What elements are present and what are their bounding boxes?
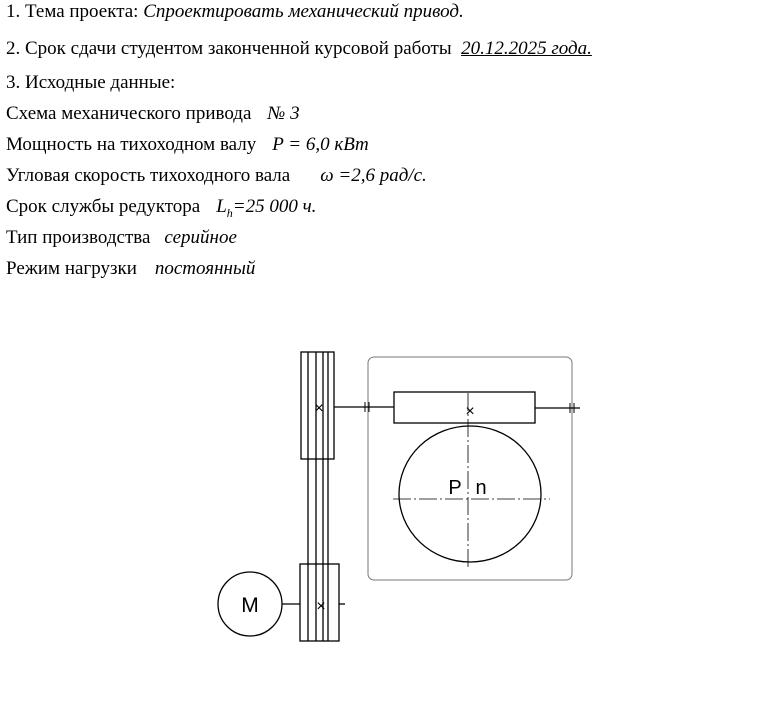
param-label: Режим нагрузки	[6, 258, 137, 279]
initial-data-heading: 3. Исходные данные:	[6, 72, 176, 93]
upper-pulley-cross: ×	[314, 400, 324, 417]
topic-label: 1. Тема проекта:	[6, 1, 139, 22]
motor-label: M	[241, 594, 259, 617]
topic-value: Спроектировать механический привод.	[143, 1, 464, 22]
param-value: серийное	[164, 227, 237, 248]
gear-label-p: P	[448, 477, 462, 499]
param-label: Угловая скорость тихоходного вала	[6, 165, 291, 186]
deadline-value: 20.12.2025 года.	[461, 38, 592, 59]
reducer-housing	[368, 357, 572, 580]
param-label: Мощность на тихоходном валу	[6, 134, 257, 155]
param-label: Схема механического привода	[6, 103, 252, 124]
param-label: Тип производства	[6, 227, 151, 248]
worm-cross: ×	[465, 403, 475, 420]
gear-label-n: n	[475, 477, 487, 499]
deadline-label: 2. Срок сдачи студентом законченной курсовой работы	[6, 38, 452, 59]
param-value: ω =2,6 рад/с.	[320, 165, 427, 186]
param-value: L	[216, 196, 227, 217]
param-value-rest: =25 000 ч.	[232, 196, 317, 217]
param-value: постоянный	[154, 258, 256, 279]
param-value: P = 6,0 кВт	[272, 134, 369, 155]
param-value-sub: h	[226, 205, 233, 220]
shafts	[282, 402, 580, 604]
lower-pulley-cross: ×	[316, 598, 326, 615]
param-value: № 3	[267, 103, 300, 124]
param-label: Срок службы редуктора	[6, 196, 201, 217]
